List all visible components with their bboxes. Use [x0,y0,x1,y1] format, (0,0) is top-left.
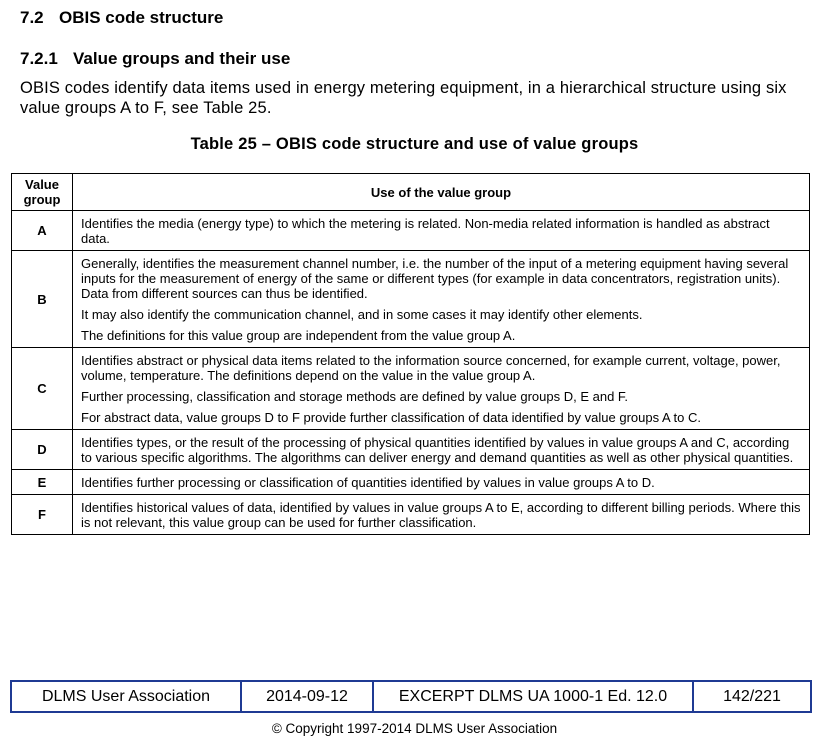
description-paragraph: Generally, identifies the measurement channel number, i.e. the number of the input of a metering equipment having several inputs for the measurement of energy of the same or different types (for example in data concentrators, registration units). Data from different sources can thus be identified. [81,256,789,301]
table-row [12,470,810,495]
table-header-row [12,174,810,211]
table-row [12,495,810,535]
table-body [12,211,810,535]
table-row [12,348,810,430]
header-use-of-value-group: Use of the value group [73,174,810,211]
table-row [12,211,810,251]
footer-document: EXCERPT DLMS UA 1000-1 Ed. 12.0 [374,682,694,711]
description-paragraph: Identifies historical values of data, identified by values in value groups A to E, according to different billing periods. Where this is not relevant, this value group can be used for further classification. [81,500,801,530]
value-group-description-cell [73,211,810,251]
value-group-cell: D [12,430,73,470]
table-caption: Table 25 – OBIS code structure and use of value groups [190,135,639,153]
value-group-cell: E [12,470,73,495]
page-footer [10,680,812,713]
footer-page-number: 142/221 [723,687,781,705]
table-row [12,430,810,470]
value-group-cell: A [12,211,73,251]
header-value-group: Value group [12,174,73,211]
intro-paragraph: OBIS codes identify data items used in energy metering equipment, in a hierarchical structure using six value groups A to F, see Table 25. [20,79,787,117]
value-group-cell: F [12,495,73,535]
value-group-description-cell [73,470,810,495]
section-number: 7.2 [20,8,44,27]
description-paragraph: The definitions for this value group are independent from the value group A. [81,328,516,343]
description-paragraph: Identifies the media (energy type) to which the metering is related. Non-media related information is handled as abstract data. [81,216,770,246]
section-heading [20,8,223,28]
description-paragraph: Identifies further processing or classification of quantities identified by values in value groups A to D. [81,475,655,490]
description-paragraph: It may also identify the communication channel, and in some cases it may identify other elements. [81,307,643,322]
subsection-title: Value groups and their use [73,49,291,68]
table-row [12,251,810,348]
description-paragraph: For abstract data, value groups D to F provide further classification of data identified by value groups A to C. [81,410,702,425]
footer-date: 2014-09-12 [242,682,374,711]
value-group-cell: C [12,348,73,430]
description-paragraph: Identifies abstract or physical data items related to the information source concerned, for example current, voltage, power, volume, temperature. The definitions depend on the value in the value group A. [81,353,781,383]
copyright-notice: © Copyright 1997-2014 DLMS User Association [271,721,558,736]
value-group-description-cell [73,251,810,348]
description-paragraph: Identifies types, or the result of the processing of physical quantities identified by values in value groups A and C, according to various specific algorithms. The algorithms can deliver energy and demand quantities as well as other physical quantities. [81,435,794,465]
description-paragraph: Further processing, classification and storage methods are defined by value groups D, E and F. [81,389,629,404]
value-group-description-cell [73,348,810,430]
section-title: OBIS code structure [59,8,224,27]
obis-value-groups-table [11,173,810,535]
value-group-cell: B [12,251,73,348]
value-group-description-cell [73,495,810,535]
subsection-heading [20,49,290,69]
subsection-number: 7.2.1 [20,49,58,68]
footer-organization: DLMS User Association [12,682,242,711]
value-group-description-cell [73,430,810,470]
